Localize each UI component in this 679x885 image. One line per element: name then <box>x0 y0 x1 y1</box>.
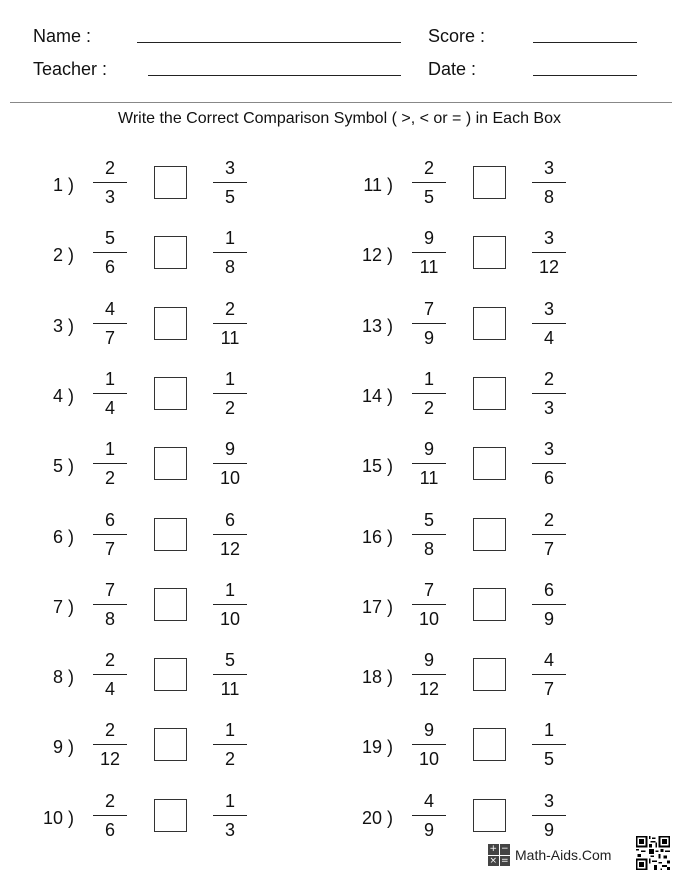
denominator: 2 <box>224 749 235 770</box>
problem-14 <box>333 366 593 426</box>
left-fraction <box>412 719 446 771</box>
fraction-bar <box>213 744 247 745</box>
answer-box[interactable] <box>154 518 187 551</box>
answer-box[interactable] <box>473 518 506 551</box>
denominator: 7 <box>543 679 554 700</box>
footer-brand <box>488 843 611 867</box>
answer-box[interactable] <box>473 588 506 621</box>
numerator: 5 <box>104 228 115 249</box>
numerator: 7 <box>423 579 434 600</box>
fraction-bar <box>93 674 127 675</box>
name-label: Name : <box>33 26 92 46</box>
left-fraction <box>412 298 446 350</box>
qr-code-icon <box>636 836 670 870</box>
numerator: 7 <box>104 579 115 600</box>
problem-8 <box>14 647 274 707</box>
instructions: Write the Correct Comparison Symbol ( >, < or = ) in Each Box <box>118 110 561 127</box>
problem-4 <box>14 366 274 426</box>
problem-6 <box>14 507 274 567</box>
problem-number: 15 ) <box>361 456 393 477</box>
denominator: 3 <box>104 187 115 207</box>
answer-box[interactable] <box>473 728 506 761</box>
denominator: 10 <box>219 468 241 489</box>
fraction-bar <box>93 744 127 745</box>
left-fraction <box>412 790 446 842</box>
problem-16 <box>333 507 593 567</box>
right-fraction <box>213 227 247 279</box>
fraction-bar <box>532 182 566 183</box>
left-fraction <box>412 649 446 701</box>
calc-plus-glyph: + <box>489 844 498 854</box>
numerator: 3 <box>543 158 554 178</box>
brand-text: Math-Aids.Com <box>515 847 612 863</box>
fraction-bar <box>412 674 446 675</box>
fraction-bar <box>412 534 446 535</box>
numerator: 6 <box>224 509 235 530</box>
fraction-bar <box>532 252 566 253</box>
right-fraction <box>532 509 566 561</box>
denominator: 2 <box>224 397 235 418</box>
right-fraction <box>213 298 247 350</box>
denominator: 7 <box>543 538 554 559</box>
problem-number: 2 ) <box>52 245 74 266</box>
left-fraction <box>412 157 446 209</box>
numerator: 2 <box>104 720 115 741</box>
numerator: 6 <box>104 509 115 530</box>
problem-number: 4 ) <box>52 385 74 406</box>
numerator: 2 <box>423 158 434 178</box>
denominator: 5 <box>224 187 235 207</box>
date-line[interactable] <box>533 75 637 76</box>
fraction-bar <box>93 463 127 464</box>
answer-box[interactable] <box>473 166 506 199</box>
fraction-bar <box>213 323 247 324</box>
fraction-bar <box>93 815 127 816</box>
left-fraction <box>412 509 446 561</box>
fraction-bar <box>412 182 446 183</box>
denominator: 4 <box>104 679 115 700</box>
teacher-line[interactable] <box>148 75 401 76</box>
right-fraction <box>213 157 247 209</box>
numerator: 2 <box>104 790 115 811</box>
problem-number: 5 ) <box>52 456 74 477</box>
answer-box[interactable] <box>154 728 187 761</box>
right-fraction <box>532 157 566 209</box>
numerator: 9 <box>423 228 434 249</box>
numerator: 9 <box>224 439 235 460</box>
problem-number: 20 ) <box>361 807 393 828</box>
problem-number: 3 ) <box>52 315 74 336</box>
denominator: 6 <box>543 468 554 489</box>
numerator: 1 <box>543 720 554 741</box>
denominator: 7 <box>104 538 115 559</box>
fraction-bar <box>213 674 247 675</box>
numerator: 2 <box>543 368 554 389</box>
numerator: 3 <box>224 158 235 178</box>
problem-19 <box>333 717 593 777</box>
problem-5 <box>14 436 274 496</box>
denominator: 6 <box>104 819 115 840</box>
numerator: 5 <box>423 509 434 530</box>
denominator: 11 <box>220 679 240 700</box>
answer-box[interactable] <box>473 447 506 480</box>
problem-18 <box>333 647 593 707</box>
left-fraction <box>93 368 127 420</box>
fraction-bar <box>213 252 247 253</box>
fraction-bar <box>532 744 566 745</box>
denominator: 8 <box>104 608 115 629</box>
denominator: 5 <box>543 749 554 770</box>
denominator: 11 <box>419 257 439 278</box>
fraction-bar <box>532 604 566 605</box>
numerator: 1 <box>224 790 235 811</box>
problem-number: 18 ) <box>361 667 393 688</box>
fraction-bar <box>93 604 127 605</box>
left-fraction <box>412 368 446 420</box>
problem-number: 9 ) <box>52 737 74 758</box>
numerator: 2 <box>224 298 235 319</box>
numerator: 2 <box>104 158 115 178</box>
denominator: 12 <box>538 257 560 278</box>
denominator: 12 <box>99 749 121 770</box>
denominator: 10 <box>418 608 440 629</box>
calculator-icon <box>488 844 510 866</box>
fraction-bar <box>213 393 247 394</box>
left-fraction <box>93 438 127 490</box>
numerator: 3 <box>543 298 554 319</box>
answer-box[interactable] <box>154 658 187 691</box>
numerator: 2 <box>543 509 554 530</box>
problem-12 <box>333 225 593 285</box>
problem-number: 11 ) <box>363 175 393 195</box>
right-fraction <box>213 579 247 631</box>
denominator: 12 <box>219 538 241 559</box>
right-fraction <box>532 227 566 279</box>
problem-number: 10 ) <box>42 807 74 828</box>
problem-1 <box>14 155 274 215</box>
teacher-label: Teacher : <box>33 59 108 79</box>
answer-box[interactable] <box>473 307 506 340</box>
answer-box[interactable] <box>473 658 506 691</box>
denominator: 2 <box>104 468 115 489</box>
fraction-bar <box>213 182 247 183</box>
right-fraction <box>213 368 247 420</box>
calc-equals-glyph: = <box>500 855 509 866</box>
problem-number: 13 ) <box>361 315 393 336</box>
left-fraction <box>93 719 127 771</box>
denominator: 10 <box>418 749 440 770</box>
denominator: 11 <box>220 327 240 348</box>
score-line[interactable] <box>533 42 637 43</box>
right-fraction <box>532 298 566 350</box>
numerator: 1 <box>104 439 115 460</box>
fraction-bar <box>532 323 566 324</box>
right-fraction <box>213 649 247 701</box>
denominator: 8 <box>543 187 554 207</box>
fraction-bar <box>213 604 247 605</box>
fraction-bar <box>213 463 247 464</box>
numerator: 9 <box>423 720 434 741</box>
left-fraction <box>412 227 446 279</box>
right-fraction <box>532 790 566 842</box>
answer-box[interactable] <box>154 236 187 269</box>
left-fraction <box>412 579 446 631</box>
fraction-bar <box>93 393 127 394</box>
fraction-bar <box>532 463 566 464</box>
problem-20 <box>333 788 593 848</box>
denominator: 11 <box>419 468 439 489</box>
denominator: 4 <box>543 327 554 348</box>
fraction-bar <box>93 323 127 324</box>
problem-number: 12 ) <box>361 245 393 266</box>
fraction-bar <box>532 393 566 394</box>
right-fraction <box>213 790 247 842</box>
numerator: 7 <box>423 298 434 319</box>
problem-number: 6 ) <box>52 526 74 547</box>
numerator: 3 <box>543 439 554 460</box>
answer-box[interactable] <box>154 799 187 832</box>
problem-9 <box>14 717 274 777</box>
numerator: 1 <box>423 368 434 389</box>
fraction-bar <box>412 323 446 324</box>
answer-box[interactable] <box>154 307 187 340</box>
fraction-bar <box>412 815 446 816</box>
problem-10 <box>14 788 274 848</box>
numerator: 2 <box>104 650 115 671</box>
problem-3 <box>14 296 274 356</box>
numerator: 4 <box>423 790 434 811</box>
denominator: 9 <box>423 327 434 348</box>
left-fraction <box>93 298 127 350</box>
left-fraction <box>93 157 127 209</box>
answer-box[interactable] <box>473 799 506 832</box>
denominator: 12 <box>418 679 440 700</box>
problem-15 <box>333 436 593 496</box>
calc-times-glyph: × <box>489 855 498 866</box>
fraction-bar <box>412 393 446 394</box>
denominator: 8 <box>224 257 235 278</box>
fraction-bar <box>213 534 247 535</box>
denominator: 10 <box>219 608 241 629</box>
numerator: 6 <box>543 579 554 600</box>
denominator: 2 <box>423 397 434 418</box>
numerator: 4 <box>543 650 554 671</box>
numerator: 9 <box>423 439 434 460</box>
numerator: 3 <box>543 228 554 249</box>
answer-box[interactable] <box>473 236 506 269</box>
fraction-bar <box>93 534 127 535</box>
right-fraction <box>532 579 566 631</box>
answer-box[interactable] <box>154 166 187 199</box>
fraction-bar <box>93 182 127 183</box>
left-fraction <box>93 649 127 701</box>
fraction-bar <box>532 534 566 535</box>
fraction-bar <box>412 463 446 464</box>
denominator: 3 <box>543 397 554 418</box>
fraction-bar <box>532 815 566 816</box>
numerator: 3 <box>543 790 554 811</box>
fraction-bar <box>213 815 247 816</box>
right-fraction <box>532 719 566 771</box>
numerator: 4 <box>104 298 115 319</box>
numerator: 1 <box>104 368 115 389</box>
denominator: 9 <box>543 819 554 840</box>
left-fraction <box>93 509 127 561</box>
problem-11 <box>333 155 593 215</box>
fraction-bar <box>93 252 127 253</box>
problem-number: 8 ) <box>52 667 74 688</box>
problem-17 <box>333 577 593 637</box>
problem-number: 7 ) <box>52 596 74 617</box>
denominator: 7 <box>104 327 115 348</box>
answer-box[interactable] <box>154 588 187 621</box>
problem-13 <box>333 296 593 356</box>
numerator: 1 <box>224 368 235 389</box>
fraction-bar <box>412 604 446 605</box>
left-fraction <box>412 438 446 490</box>
denominator: 3 <box>224 819 235 840</box>
name-line[interactable] <box>137 42 401 43</box>
date-label: Date : <box>428 59 477 79</box>
answer-box[interactable] <box>154 447 187 480</box>
denominator: 6 <box>104 257 115 278</box>
right-fraction <box>213 719 247 771</box>
problem-7 <box>14 577 274 637</box>
fraction-bar <box>412 252 446 253</box>
numerator: 5 <box>224 650 235 671</box>
problem-number: 1 ) <box>52 175 74 195</box>
numerator: 1 <box>224 720 235 741</box>
problem-2 <box>14 225 274 285</box>
problem-number: 14 ) <box>361 385 393 406</box>
right-fraction <box>213 438 247 490</box>
header-divider <box>10 102 672 103</box>
fraction-bar <box>532 674 566 675</box>
score-label: Score : <box>428 26 486 46</box>
problem-number: 19 ) <box>361 737 393 758</box>
denominator: 8 <box>423 538 434 559</box>
numerator: 1 <box>224 228 235 249</box>
fraction-bar <box>412 744 446 745</box>
denominator: 5 <box>423 187 434 207</box>
problem-number: 16 ) <box>361 526 393 547</box>
numerator: 1 <box>224 579 235 600</box>
denominator: 9 <box>423 819 434 840</box>
calc-minus-glyph: − <box>500 844 509 854</box>
problem-number: 17 ) <box>361 596 393 617</box>
right-fraction <box>213 509 247 561</box>
denominator: 4 <box>104 397 115 418</box>
denominator: 9 <box>543 608 554 629</box>
right-fraction <box>532 368 566 420</box>
right-fraction <box>532 649 566 701</box>
numerator: 9 <box>423 650 434 671</box>
answer-box[interactable] <box>473 377 506 410</box>
left-fraction <box>93 227 127 279</box>
right-fraction <box>532 438 566 490</box>
answer-box[interactable] <box>154 377 187 410</box>
left-fraction <box>93 790 127 842</box>
left-fraction <box>93 579 127 631</box>
